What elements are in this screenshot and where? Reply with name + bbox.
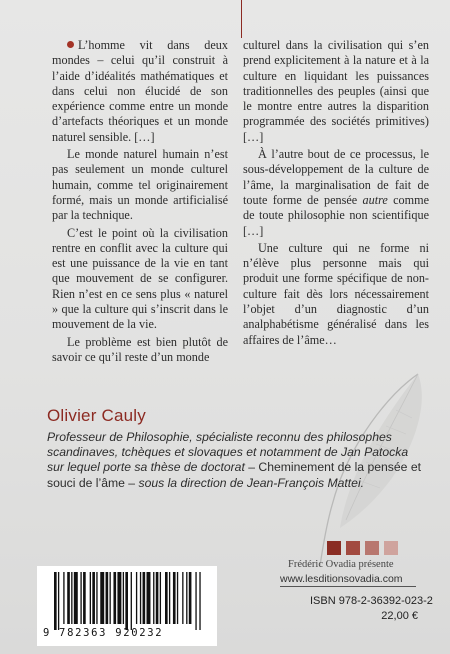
barcode-bar: [165, 572, 168, 624]
square-2: [346, 541, 360, 555]
square-3: [365, 541, 379, 555]
barcode-bar: [153, 572, 154, 624]
paragraph: À l’autre bout de ce processus, le sous-développement de la culture de l’âme, la marginalisation de fait de toute forme de pensée autre comme de toute philosophie non scientifique […]: [243, 147, 429, 238]
barcode-bar: [186, 572, 187, 624]
barcode-bar: [90, 572, 91, 624]
barcode-bar: [195, 572, 196, 630]
barcode-bar: [106, 572, 109, 624]
paragraph: Le monde naturel humain n’est pas seulement un monde culturel humain, comme tel originairement formé, mais un monde artificialisé par la technique.: [52, 147, 228, 223]
isbn-number: ISBN 978-2-36392-023-2: [310, 595, 433, 607]
barcode-bar: [74, 572, 78, 624]
paragraph: Le problème est bien plutôt de savoir ce qu’il reste d’un monde: [52, 334, 228, 364]
red-divider-rule: [241, 0, 242, 38]
barcode-bar: [80, 572, 81, 624]
barcode-bar: [199, 572, 200, 630]
paragraph: C’est le point où la civilisation rentre en conflit avec la culture qui est une puissance de la vie en tant que mouvement de se configurer. Rien n’est en ce sens plus « naturel » que la culture qui s’inscrit dans le mouvement de la vie.: [52, 225, 228, 332]
price: 22,00 €: [381, 610, 418, 622]
barcode-bar: [63, 572, 64, 624]
author-name: Olivier Cauly: [47, 406, 146, 425]
paragraph: culturel dans la civilisation qui s’en prend explicitement à la nature et à la culture en liquidant les puissances traditionnelles des peuples (ainsi que le montre entre autres la disparition programmée des sociétés primitives) […]: [243, 38, 429, 144]
barcode-bar: [117, 572, 121, 624]
paragraph: L’homme vit dans deux mondes – celui qu’il construit à l’aide d’idéalités mathématiques et dans celui non élucidé de son expérience comme entre un monde d’artefacts théoriques et un monde naturel sensible. […]: [52, 38, 228, 144]
barcode-bar: [189, 572, 192, 624]
barcode-bar: [140, 572, 141, 624]
barcode-digits: 9 782363 920232: [43, 627, 164, 639]
text-column-right: [243, 38, 429, 350]
square-1: [327, 541, 341, 555]
text-column-left: [52, 38, 228, 367]
barcode-bar: [110, 572, 111, 624]
barcode-icon: [54, 572, 202, 630]
barcode-bar: [67, 572, 70, 624]
website-underline: [280, 586, 416, 587]
barcode-bar: [143, 572, 146, 624]
publisher-website[interactable]: www.lesditionsovadia.com: [280, 573, 403, 585]
barcode-bar: [100, 572, 104, 624]
barcode-bar: [156, 572, 159, 624]
barcode-bar: [147, 572, 151, 624]
barcode-bar: [58, 572, 59, 630]
barcode-bar: [71, 572, 72, 624]
red-bullet-icon: [67, 41, 74, 48]
barcode-bar: [160, 572, 161, 624]
paragraph: Une culture qui ne forme ni n’élève plus personne mais qui produit une forme spécifique de non-culture fait dès lors nécessairement l’objet d’un diagnostic d’un analphabétisme généralisé dans les affaires de l’âme…: [243, 240, 429, 347]
decorative-squares: [327, 541, 398, 555]
barcode-bar: [136, 572, 137, 624]
barcode-box: [37, 566, 217, 646]
barcode-bar: [182, 572, 183, 624]
barcode-bar: [131, 572, 132, 630]
barcode-bar: [54, 572, 57, 630]
publisher-presents: Frédéric Ovadia présente: [288, 559, 394, 570]
barcode-bar: [96, 572, 97, 624]
barcode-bar: [173, 572, 176, 624]
barcode-bar: [83, 572, 86, 624]
barcode-bar: [123, 572, 124, 624]
square-4: [384, 541, 398, 555]
barcode-bar: [177, 572, 178, 624]
author-bio: Professeur de Philosophie, spécialiste reconnu des philosophes scandinaves, tchèques et slovaques et notamment de Jan Patocka sur lequel porte sa thèse de doctorat – Cheminement de la pensée et souci de l’âme – sous la direction de Jean-François Mattei.: [47, 430, 421, 490]
barcode-bar: [92, 572, 95, 624]
barcode-bar: [169, 572, 170, 624]
barcode-bar: [113, 572, 116, 624]
barcode-bar: [125, 572, 128, 630]
